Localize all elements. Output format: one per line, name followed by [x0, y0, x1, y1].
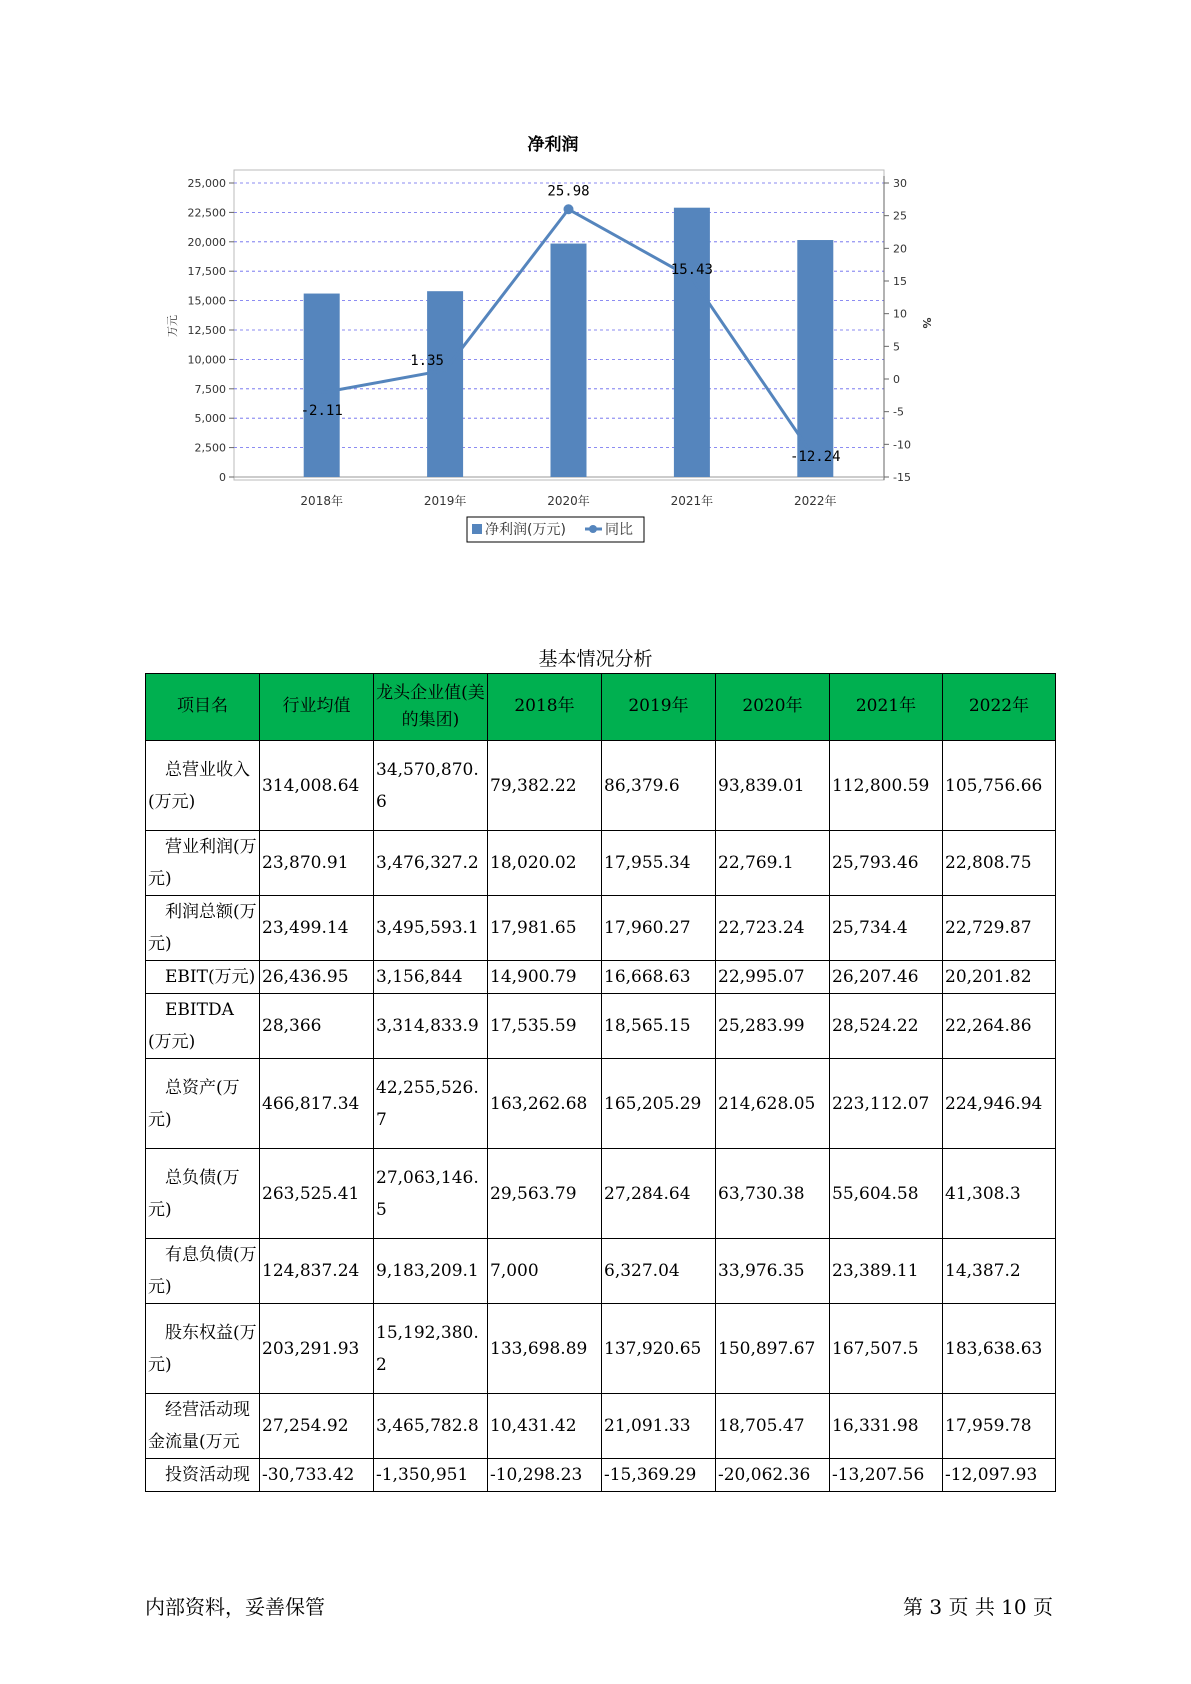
table-cell: 25,793.46 [830, 831, 943, 896]
row-label-cell: 有息负债(万元) [146, 1239, 260, 1304]
row-label-cell: 利润总额(万元) [146, 896, 260, 961]
table-cell: -10,298.23 [488, 1459, 602, 1492]
table-cell: 17,955.34 [602, 831, 716, 896]
y-tick-label: 0 [219, 471, 226, 484]
table-cell: -13,207.56 [830, 1459, 943, 1492]
chart-svg [160, 130, 1040, 590]
table-cell: 34,570,870.6 [374, 741, 488, 831]
header-cell: 行业均值 [260, 674, 374, 741]
table-cell: 55,604.58 [830, 1149, 943, 1239]
legend-line-marker [589, 525, 597, 533]
table-cell: 163,262.68 [488, 1059, 602, 1149]
table-cell: 22,729.87 [943, 896, 1056, 961]
table-cell: 23,389.11 [830, 1239, 943, 1304]
x-tick-label: 2019年 [423, 494, 467, 508]
table-row [146, 961, 1056, 994]
bar-4 [674, 208, 710, 477]
y-axis-label: 万元 [166, 315, 179, 337]
net-profit-chart [160, 130, 1040, 590]
table-header-row [146, 674, 1056, 741]
table-cell: 16,331.98 [830, 1394, 943, 1459]
header-cell: 2019年 [602, 674, 716, 741]
y-tick-label: 7,500 [194, 382, 226, 396]
y2-tick-label: 20 [893, 242, 907, 256]
table-cell: 15,192,380.2 [374, 1304, 488, 1394]
y-tick-label: 12,500 [187, 324, 226, 337]
row-label-cell: 总负债(万元) [146, 1149, 260, 1239]
table-cell: 25,283.99 [716, 994, 830, 1059]
table-cell: 22,808.75 [943, 831, 1056, 896]
data-label: -2.11 [300, 402, 343, 419]
bar-3 [551, 244, 587, 477]
table-row [146, 1394, 1056, 1459]
row-label-cell: 总营业收入(万元) [146, 741, 260, 831]
row-label-cell: 股东权益(万元) [146, 1304, 260, 1394]
table-cell: 93,839.01 [716, 741, 830, 831]
x-tick-label: 2020年 [547, 494, 590, 508]
table-cell: -15,369.29 [602, 1459, 716, 1492]
table-row [146, 994, 1056, 1059]
table-cell: 105,756.66 [943, 741, 1056, 831]
table-cell: 23,499.14 [260, 896, 374, 961]
y-tick-label: 10,000 [187, 353, 226, 367]
table-cell: 17,959.78 [943, 1394, 1056, 1459]
table-cell: 41,308.3 [943, 1149, 1056, 1239]
table-cell: 79,382.22 [488, 741, 602, 831]
basic-analysis-table [145, 673, 1056, 1492]
table-cell: 183,638.63 [943, 1304, 1056, 1394]
table-cell: 27,254.92 [260, 1394, 374, 1459]
table-cell: 28,524.22 [830, 994, 943, 1059]
table-cell: 22,769.1 [716, 831, 830, 896]
y2-tick-label: -10 [893, 438, 911, 452]
footer-confidential: 内部资料，妥善保管 [145, 1595, 325, 1619]
table-cell: 21,091.33 [602, 1394, 716, 1459]
header-cell: 龙头企业值(美的集团) [374, 674, 488, 741]
table-cell: 203,291.93 [260, 1304, 374, 1394]
table-cell: 9,183,209.1 [374, 1239, 488, 1304]
y-tick-label: 15,000 [187, 294, 226, 308]
table-cell: 18,705.47 [716, 1394, 830, 1459]
y-tick-label: 17,500 [187, 265, 226, 279]
table-row [146, 741, 1056, 831]
table-cell: 10,431.42 [488, 1394, 602, 1459]
data-label: 1.35 [410, 353, 444, 370]
table-cell: 22,264.86 [943, 994, 1056, 1059]
table-cell: -20,062.36 [716, 1459, 830, 1492]
row-label-cell: EBITDA(万元) [146, 994, 260, 1059]
table-cell: -30,733.42 [260, 1459, 374, 1492]
x-tick-label: 2021年 [670, 494, 714, 508]
row-label-cell: 营业利润(万元) [146, 831, 260, 896]
table-cell: 86,379.6 [602, 741, 716, 831]
row-label-cell: 经营活动现金流量(万元 [146, 1394, 260, 1459]
table-cell: 29,563.79 [488, 1149, 602, 1239]
table-cell: 263,525.41 [260, 1149, 374, 1239]
table-cell: 14,900.79 [488, 961, 602, 994]
y2-tick-label: 15 [893, 275, 907, 288]
table-cell: 3,465,782.8 [374, 1394, 488, 1459]
table-row [146, 1459, 1056, 1492]
y-tick-label: 25,000 [187, 177, 226, 190]
data-label: 25.98 [547, 183, 590, 200]
y2-tick-label: 10 [893, 307, 907, 321]
header-cell: 2022年 [943, 674, 1056, 741]
y2-tick-label: 25 [893, 209, 907, 223]
y-tick-label: 2,500 [194, 441, 226, 455]
table-row [146, 831, 1056, 896]
bar-1 [304, 294, 340, 477]
table-cell: 18,020.02 [488, 831, 602, 896]
table-cell: 16,668.63 [602, 961, 716, 994]
y2-tick-label: -15 [893, 471, 911, 484]
y-tick-label: 20,000 [187, 235, 226, 249]
table-cell: 3,476,327.2 [374, 831, 488, 896]
y2-tick-label: 5 [893, 340, 900, 354]
y2-tick-label: 30 [893, 177, 907, 190]
table-cell: 33,976.35 [716, 1239, 830, 1304]
table-cell: 42,255,526.7 [374, 1059, 488, 1149]
table-cell: 17,960.27 [602, 896, 716, 961]
table-cell: 466,817.34 [260, 1059, 374, 1149]
table-cell: 112,800.59 [830, 741, 943, 831]
table-row [146, 1059, 1056, 1149]
x-tick-label: 2022年 [794, 494, 837, 508]
y2-tick-label: -5 [893, 405, 904, 419]
data-label: -12.24 [790, 448, 841, 465]
row-label-cell: 总资产(万元) [146, 1059, 260, 1149]
table-cell: 28,366 [260, 994, 374, 1059]
table-cell: 7,000 [488, 1239, 602, 1304]
table-cell: 214,628.05 [716, 1059, 830, 1149]
table-cell: 167,507.5 [830, 1304, 943, 1394]
y2-tick-label: 0 [893, 373, 900, 386]
table-cell: 26,207.46 [830, 961, 943, 994]
header-cell: 2020年 [716, 674, 830, 741]
row-label-cell: 投资活动现 [146, 1459, 260, 1492]
data-label: 15.43 [670, 262, 713, 279]
table-cell: 150,897.67 [716, 1304, 830, 1394]
table-cell: 223,112.07 [830, 1059, 943, 1149]
table-cell: 25,734.4 [830, 896, 943, 961]
table-cell: 314,008.64 [260, 741, 374, 831]
table-cell: 20,201.82 [943, 961, 1056, 994]
table-cell: 6,327.04 [602, 1239, 716, 1304]
table-row [146, 1304, 1056, 1394]
table-cell: -1,350,951 [374, 1459, 488, 1492]
chart-title: 净利润 [527, 135, 579, 155]
y-tick-label: 5,000 [194, 412, 226, 426]
table-cell: 17,981.65 [488, 896, 602, 961]
legend-bar-swatch [472, 524, 482, 534]
table-title: 基本情况分析 [538, 648, 653, 670]
header-cell: 项目名 [146, 674, 260, 741]
table-cell: 17,535.59 [488, 994, 602, 1059]
legend-line-label: 同比 [605, 522, 633, 538]
table-cell: 137,920.65 [602, 1304, 716, 1394]
table-cell: 27,063,146.5 [374, 1149, 488, 1239]
table-cell: 14,387.2 [943, 1239, 1056, 1304]
table-cell: 3,156,844 [374, 961, 488, 994]
y-tick-label: 22,500 [187, 206, 226, 220]
footer-page-number: 第 3 页 共 10 页 [903, 1595, 1053, 1619]
table-row [146, 896, 1056, 961]
table-cell: 23,870.91 [260, 831, 374, 896]
table-cell: 165,205.29 [602, 1059, 716, 1149]
row-label-cell: EBIT(万元) [146, 961, 260, 994]
y2-axis-label: % [920, 317, 933, 329]
table-cell: 63,730.38 [716, 1149, 830, 1239]
x-tick-label: 2018年 [300, 494, 343, 508]
table-cell: 18,565.15 [602, 994, 716, 1059]
table-cell: 3,314,833.9 [374, 994, 488, 1059]
yoy-peak-point [564, 204, 574, 214]
table-cell: 26,436.95 [260, 961, 374, 994]
table-row [146, 1239, 1056, 1304]
table-cell: 27,284.64 [602, 1149, 716, 1239]
table-cell: 133,698.89 [488, 1304, 602, 1394]
bar-2 [427, 291, 463, 477]
table-cell: -12,097.93 [943, 1459, 1056, 1492]
header-cell: 2021年 [830, 674, 943, 741]
header-cell: 2018年 [488, 674, 602, 741]
table-cell: 3,495,593.1 [374, 896, 488, 961]
table-cell: 22,723.24 [716, 896, 830, 961]
table-cell: 224,946.94 [943, 1059, 1056, 1149]
legend-bar-label: 净利润(万元) [485, 522, 566, 538]
table-row [146, 1149, 1056, 1239]
table-cell: 22,995.07 [716, 961, 830, 994]
table-cell: 124,837.24 [260, 1239, 374, 1304]
